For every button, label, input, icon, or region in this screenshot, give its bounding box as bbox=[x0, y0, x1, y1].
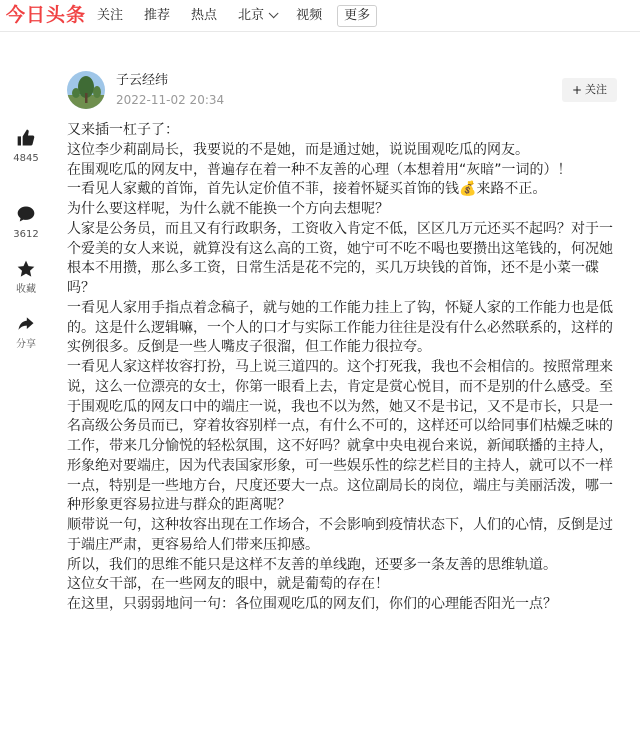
article-paragraph: 一看见人家戴的首饰，首先认定价值不菲，接着怀疑买首饰的钱💰来路不正。 bbox=[67, 181, 547, 198]
article-paragraph: 在这里，只弱弱地问一句：各位围观吃瓜的网友们，你们的心理能否阳光一点？ bbox=[67, 596, 557, 612]
article-paragraph: 又来插一杠子了： bbox=[67, 122, 179, 138]
nav-label: 热点 bbox=[191, 7, 218, 23]
channel-nav bbox=[97, 0, 377, 31]
nav-item-video[interactable] bbox=[296, 6, 322, 26]
nav-item-more[interactable] bbox=[337, 5, 377, 27]
article-paragraph: 顺带说一句，这种妆容出现在工作场合，不会影响到疫情状态下，人们的心情，反倒是过于端庄严肃，更容易给人们带来压抑感。 bbox=[67, 517, 613, 553]
star-icon bbox=[16, 259, 36, 279]
collect-button[interactable] bbox=[0, 259, 52, 296]
article-paragraph: 一看见人家用手指点着念稿子，就与她的工作能力挂上了钩，怀疑人家的工作能力也是低的。这是什么逻辑嘛，一个人的口才与实际工作能力往往是没有什么必然联系的，这样的实例很多。反倒是一些人嘴皮子很溜，但工作能力很拉夸。 bbox=[67, 299, 613, 356]
collect-label: 收藏 bbox=[16, 284, 36, 295]
nav-item-recommend[interactable] bbox=[144, 6, 170, 26]
author-name[interactable]: 子云经纬 bbox=[116, 73, 169, 88]
post-timestamp: 2022-11-02 20:34 bbox=[116, 93, 225, 107]
like-button[interactable] bbox=[0, 128, 52, 165]
article-paragraph: 所以，我们的思维不能只是这样不友善的单线跑，还要多一条友善的思维轨道。 bbox=[67, 556, 557, 573]
article-paragraph: 人家是公务员，而且又有行政职务，工资收入肯定不低，区区几万元还买不起吗？对于一个爱美的女人来说，就算没有这么高的工资，她宁可不吃不喝也要攒出这笔钱的，何况她根本不用攒，那么多工资，日常生活是花不完的，买几万块钱的首饰，还不是小菜一碟吗？ bbox=[67, 220, 613, 296]
comment-icon bbox=[16, 204, 36, 224]
share-label: 分享 bbox=[16, 339, 36, 350]
article-body bbox=[67, 121, 615, 615]
article-paragraph: 这位女干部，在一些网友的眼中，就是葡萄的存在！ bbox=[67, 576, 389, 593]
chevron-down-icon bbox=[269, 8, 279, 18]
article-paragraph: 在围观吃瓜的网友中，普遍存在着一种不友善的心理（本想着用“灰暗”一词的）！ bbox=[67, 161, 572, 178]
avatar[interactable] bbox=[67, 71, 105, 109]
nav-item-city-beijing[interactable] bbox=[238, 6, 275, 26]
top-navigation-bar bbox=[0, 0, 640, 32]
nav-label: 北京 bbox=[238, 7, 265, 23]
thumbs-up-icon bbox=[16, 128, 36, 148]
follow-label: 关注 bbox=[585, 83, 607, 96]
share-icon bbox=[16, 314, 36, 334]
like-count: 4845 bbox=[13, 153, 39, 164]
comment-count: 3612 bbox=[13, 229, 39, 240]
avatar-image bbox=[67, 71, 105, 109]
author-block bbox=[67, 70, 617, 110]
nav-label: 视频 bbox=[296, 7, 323, 23]
nav-label: 推荐 bbox=[144, 7, 171, 23]
site-logo[interactable]: 今日头条 bbox=[6, 4, 87, 26]
nav-item-hot[interactable] bbox=[191, 6, 217, 26]
nav-label: 关注 bbox=[97, 7, 124, 23]
share-button[interactable] bbox=[0, 314, 52, 351]
article-paragraph: 一看见人家这样妆容打扮，马上说三道四的。这个打死我，我也不会相信的。按照常理来说，这么一位漂亮的女士，你第一眼看上去，肯定是赏心悦目，而不是别的什么感受。至于围观吃瓜的网友口中的端庄一说，我也不以为然，她又不是书记，又不是市长，只是一名高级公务员而已，穿着妆容别样一点，有什么不可的，这样还可以给同事们枯燥乏味的工作，带来几分愉悦的轻松氛围，这不好吗？就拿中央电视台来说，新闻联播的主持人，形象绝对要端庄，因为代表国家形象，可一些娱乐性的综艺栏目的主持人，就可以不一样一点，特别是一些地方台，尺度还要大一点。这位副局长的岗位，端庄与美丽活泼，哪一种形象更容易拉进与群众的距离呢？ bbox=[67, 359, 613, 514]
follow-button[interactable] bbox=[562, 78, 617, 102]
comment-button[interactable] bbox=[0, 204, 52, 241]
nav-label: 更多 bbox=[344, 7, 371, 23]
article-paragraph: 为什么要这样呢，为什么就不能换一个方向去想呢？ bbox=[67, 201, 389, 217]
plus-icon: + bbox=[571, 83, 582, 97]
article-paragraph: 这位李少莉副局长，我要说的不是她，而是通过她，说说围观吃瓜的网友。 bbox=[67, 141, 529, 158]
nav-item-follow[interactable] bbox=[97, 6, 123, 26]
